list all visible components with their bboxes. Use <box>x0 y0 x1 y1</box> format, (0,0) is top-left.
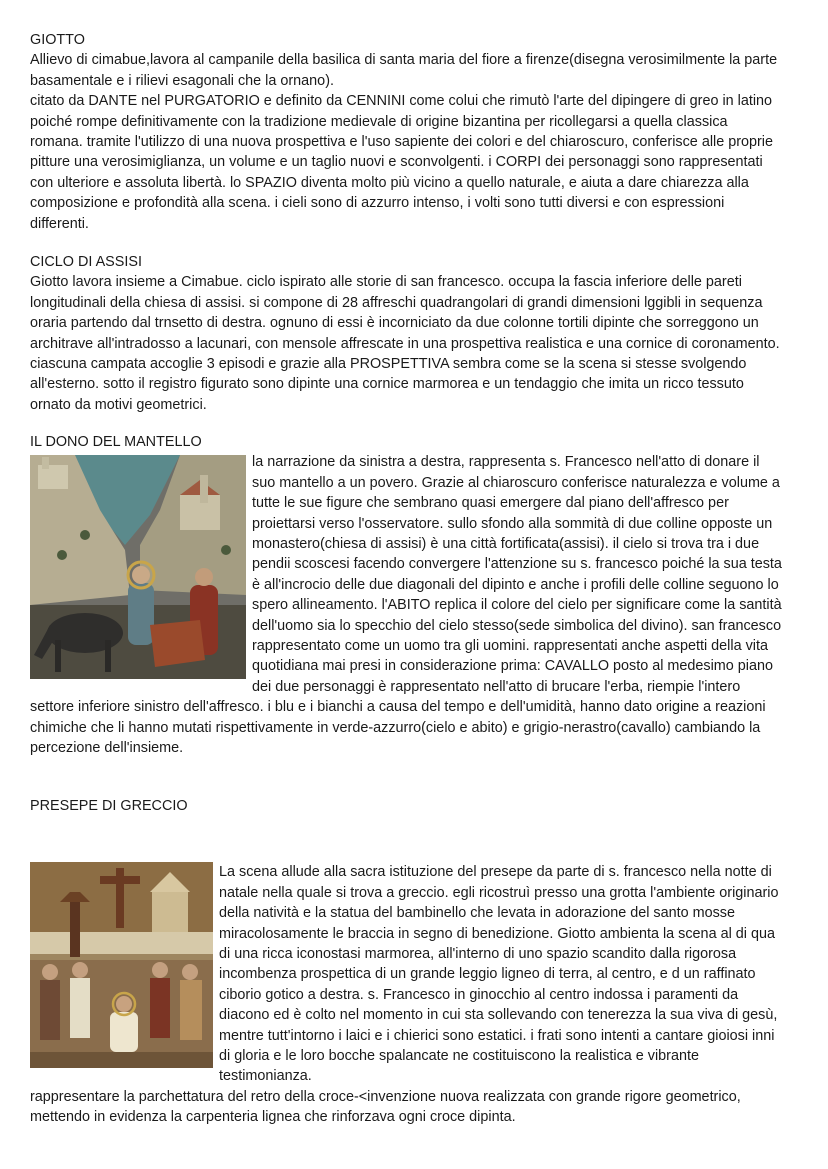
section-ciclo-di-assisi <box>30 252 782 415</box>
fresco-dono-del-mantello <box>30 455 246 679</box>
fresco-image <box>30 455 246 679</box>
section-body: Allievo di cimabue,lavora al campanile della basilica di santa maria del fiore a firenze(disegna verosimilmente la parte basamentale e i rilievi esagonali che la ornano). citato da DANTE nel PURGATORIO e definito da CENNINI come colui che rimutò l'arte del dipingere di greo in latino poiché rompe definitivamente con la tradizione medievale di origine bizantina per ricollegarsi a quella classica romana. tramite l'utilizzo di una nuova prospettiva e l'uso sapiente dei colori e del chiaroscuro, conferisce alle proprie pitture una verosimiglianza, un volume e un taglio nuovi e sconvolgenti. i CORPI dei personaggi sono rappresentati con ulteriore e assoluta libertà. lo SPAZIO diventa molto più vicino a quello naturale, e aiuta a dare chiarezza alla composizione e profondità alla scena. i cieli sono di azzurro intenso, i volti sono tutti diversi e con espressioni differenti. <box>30 52 778 232</box>
fresco-image <box>30 862 213 1068</box>
section-title: IL DONO DEL MANTELLO <box>30 434 202 450</box>
section-title: PRESEPE DI GRECCIO <box>30 798 188 814</box>
section-body: la narrazione da sinistra a destra, rappresenta s. Francesco nell'atto di donare il suo mantello a un povero. Grazie al chiaroscuro conferisce naturalezza e volume a tutte le sue figure che sembrano quasi emergere dal piano dell'affresco per proiettarsi verso l'osservatore. sullo sfondo alla sommità di due colline opposte un monastero(chiesa di assisi) è una città fortificata(assisi). il cielo si trova tra i due pendii scoscesi facendo convergere l'attenzione su s. francesco poiché la sua testa è all'incrocio delle due diagonali del dipinto e anche i profili delle colline seguono lo spero allineamento. l'ABITO replica il colore del cielo per significare come la santità dell'uomo sia lo specchio del cielo stesso(sede simbolica del divino). san francesco rappresentato come un uomo tra gli uomini. rappresentati anche aspetti della vita quotidiana mai presi in considerazione prima: CAVALLO posto al medesimo piano dei due personaggi è rappresentato nell'atto di brucare l'erba, riempie l'intero settore inferiore sinistro dell'affresco. i blu e i bianchi a causa del tempo e dell'umidità, hanno dato origine a reazioni chimiche che li hanno mutati rispettivamente in verde-azzurro(cielo e abito) e grigio-nerastro(cavallo) cambiando la percezione dell'insieme. <box>30 454 782 757</box>
section-title: CICLO DI ASSISI <box>30 254 142 270</box>
section-body: Giotto lavora insieme a Cimabue. ciclo ispirato alle storie di san francesco. occupa la fascia inferiore delle pareti longitudinali della chiesa di assisi. si compone di 28 affreschi quadrangolari di grandi dimensioni lggibli in sequenza oraria partendo dal trnsetto di destra. ognuno di essi è incorniciato da due colonne tortili dipinte che sorreggono un architrave all'intradosso a lacunari, con mensole affrescate in una prospettiva realistica e una cornice di coronamento. ciascuna campata accoglie 3 episodi e grazie alla PROSPETTIVA sembra come se la scena si stesse svolgendo all'esterno. sotto il registro figurato sono dipinte una cornice marmorea e un tendaggio che imita un ricco tessuto ornato da motivi geometrici. <box>30 274 780 413</box>
section-dono-del-mantello <box>30 432 782 759</box>
fresco-presepe-di-greccio <box>30 862 213 1068</box>
section-giotto <box>30 30 782 234</box>
section-body: La scena allude alla sacra istituzione del presepe da parte di s. francesco nella notte di natale nella quale si trova a greccio. egli ricostruì presso una grotta l'ambiente originario della natività e la statua del bambinello che levata in adorazione del santo mosse miracolosamente le braccia in segno di benedizione. Giotto ambienta la scena al di qua di una ricca iconostasi marmorea, all'interno di uno spazio scandito dalla rigorosa incombenza prospettica di un grande leggio ligneo di terra, al centro, e d un raffinato ciborio gotico a destra. s. Francesco in ginocchio al centro indossa i paramenti da diacono ed è colto nel momento in cui sta sollevando con tenerezza la sua viva di gesù, mentre tutt'intorno i laici e i chierici sono estatici. i frati sono intenti a cantare gioiosi inni di gloria e le loro bocche spalancate ne costituiscono la realistica e vibrante testimonianza. rappresentare la parchettatura del retro della croce-<invenzione nuova realizzata con grande rigore geometrico, mettendo in evidenza la carpenteria lignea che rinforzava ogni croce dipinta. <box>30 864 779 1126</box>
section-presepe-di-greccio <box>30 796 782 1128</box>
section-title: GIOTTO <box>30 32 85 48</box>
